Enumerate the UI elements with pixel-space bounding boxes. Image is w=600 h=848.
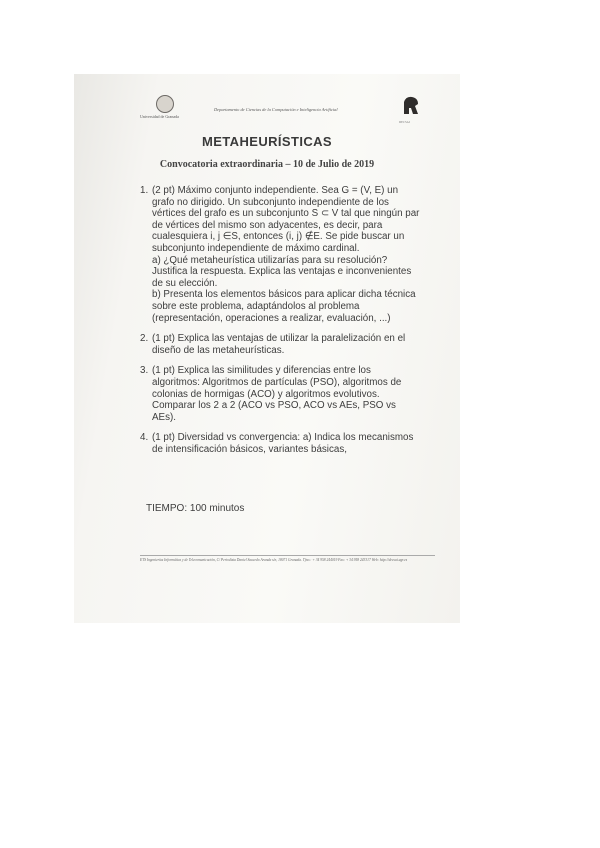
question-part-b: b) Presenta los elementos básicos para aplicar dicha técnica sobre este problema, adaptándolos al problema (representación, operaciones a realizar, evaluación, ...)	[152, 289, 416, 324]
questions-list	[140, 185, 420, 464]
question-text: (2 pt) Máximo conjunto independiente. Sea G = (V, E) un grafo no dirigido. Un subconjunto independiente de los vértices del grafo es un subconjunto S ⊂ V tal que ningún par de vértices del mismo son adyacentes, es decir, para cualesquiera i, j ∈S, entonces (i, j) ∉E. Se pide buscar un subconjunto independiente de máximo cardinal.	[152, 185, 420, 254]
question-number: 1.	[140, 185, 149, 196]
department-logo-caption: DECSAI	[399, 120, 410, 124]
department-logo-icon	[400, 94, 422, 118]
question-3	[140, 365, 420, 423]
university-name: Universidad de Granada	[140, 114, 179, 119]
question-number: 2.	[140, 333, 149, 345]
department-name: Departamento de Ciencias de la Computación e Inteligencia Artificial	[214, 107, 338, 112]
time-limit: TIEMPO: 100 minutos	[146, 503, 245, 514]
question-part-compare: Comparar los 2 a 2 (ACO vs PSO, ACO vs AEs, PSO vs AEs).	[152, 400, 396, 423]
photo-of-exam-sheet	[74, 74, 460, 623]
question-text: (1 pt) Diversidad vs convergencia: a) Indica los mecanismos de intensificación básicos, variantes básicas,	[152, 432, 414, 455]
question-4	[140, 432, 420, 455]
university-crest-icon	[156, 95, 174, 113]
question-1	[140, 185, 420, 324]
question-2	[140, 333, 420, 356]
question-text: (1 pt) Explica las ventajas de utilizar la paralelización en el diseño de las metaheurísticas.	[152, 333, 406, 356]
exam-sheet	[74, 74, 460, 623]
footer-divider	[140, 555, 435, 556]
question-number: 3.	[140, 365, 149, 377]
question-part-a: a) ¿Qué metaheurística utilizarías para su resolución? Justifica la respuesta. Explica las ventajas e inconvenientes de su elección.	[152, 254, 412, 289]
question-text: (1 pt) Explica las similitudes y diferencias entre los algoritmos: Algoritmos de partículas (PSO), algoritmos de colonias de hormigas (ACO) y algoritmos evolutivos.	[152, 365, 402, 400]
footer-address: ETS Ingenierías Informática y de Telecomunicación, C/ Periodista Daniel Saucedo Aranda s/n, 18071 Granada. Tfno.: + 34 958 244019 Fax: + 34 958 243317 Web: http://decsai.ugr.es	[140, 558, 408, 562]
question-number: 4.	[140, 432, 149, 444]
exam-title: METAHEURÍSTICAS	[202, 134, 332, 149]
exam-subtitle: Convocatoria extraordinaria – 10 de Julio de 2019	[159, 159, 375, 170]
